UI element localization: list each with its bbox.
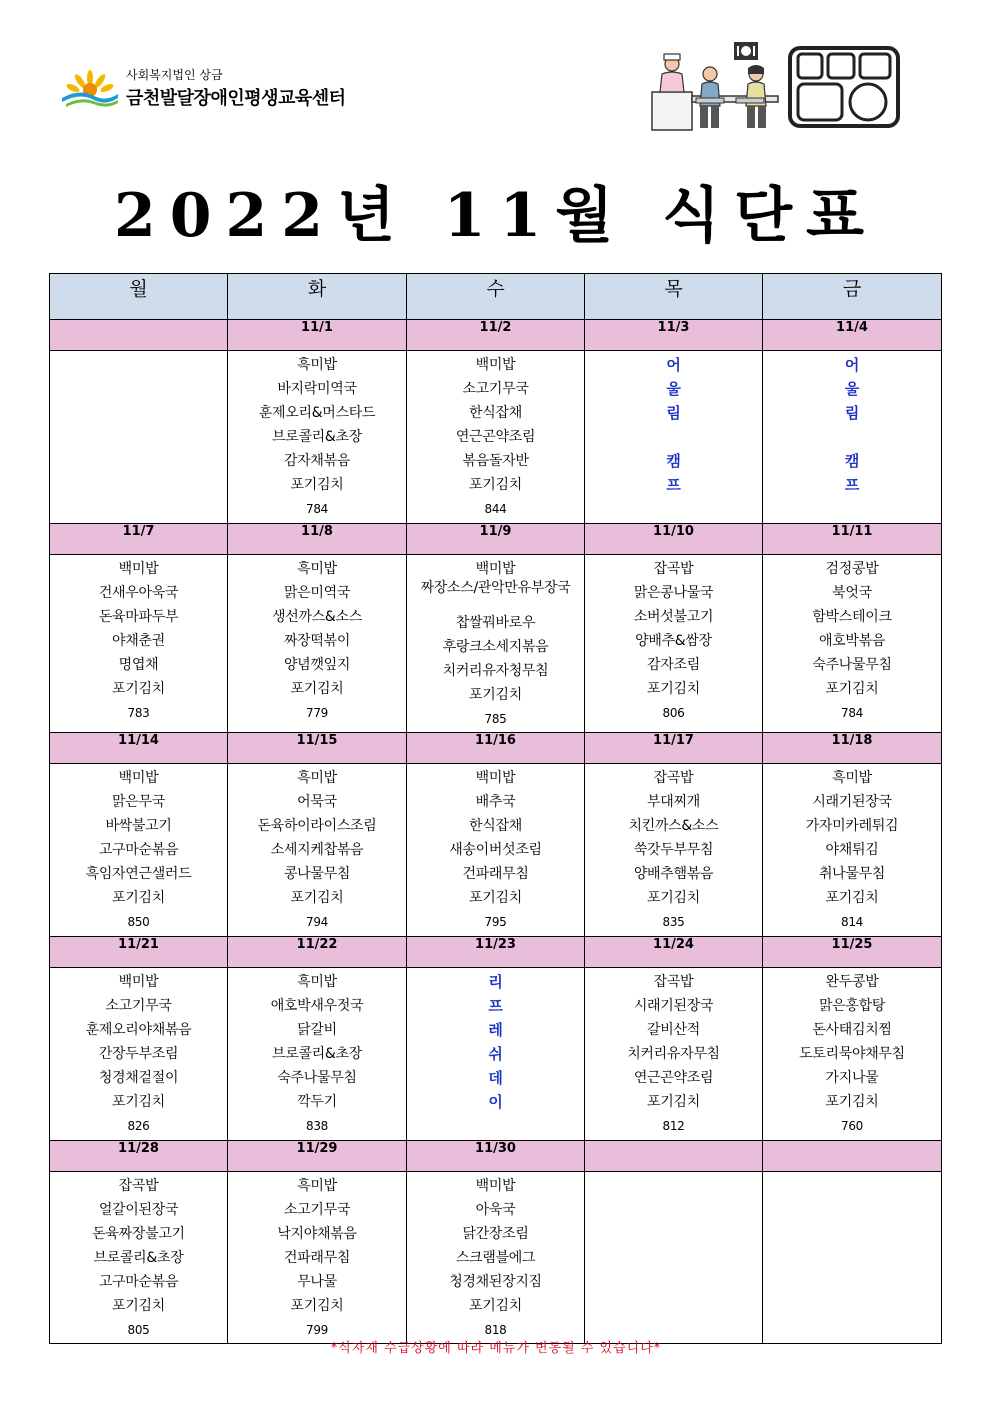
date-cell: 11/21 bbox=[50, 937, 228, 968]
menu-item: 흑임자연근샐러드 bbox=[85, 866, 192, 882]
date-cell: 11/17 bbox=[585, 733, 763, 764]
calorie-value: 784 bbox=[305, 502, 328, 516]
menu-item: 시래기된장국 bbox=[812, 794, 892, 810]
date-cell: 11/7 bbox=[50, 524, 228, 555]
menu-item: 아욱국 bbox=[475, 1202, 516, 1218]
special-event-text: 프 bbox=[666, 476, 681, 494]
calorie-value: 818 bbox=[484, 1323, 507, 1337]
organization-name: 금천발달장애인평생교육센터 bbox=[126, 88, 346, 109]
date-cell bbox=[763, 1141, 942, 1172]
menu-item: 명엽채 bbox=[118, 657, 159, 673]
menu-cell bbox=[585, 764, 763, 937]
menu-item: 브로콜리&초장 bbox=[93, 1250, 184, 1266]
menu-item: 잡곡밥 bbox=[653, 770, 694, 786]
menu-item: 고구마순볶음 bbox=[98, 842, 179, 858]
menu-item: 돈육마파두부 bbox=[98, 609, 179, 625]
menu-item: 훈제오리&머스타드 bbox=[258, 405, 376, 421]
menu-item: 흑미밥 bbox=[297, 1178, 337, 1194]
menu-item: 함박스테이크 bbox=[812, 609, 892, 625]
menu-item: 연근곤약조림 bbox=[633, 1070, 714, 1086]
menu-item: 브로콜리&초장 bbox=[272, 429, 362, 445]
day-header: 월 bbox=[50, 274, 228, 320]
menu-item: 돈육하이라이스조림 bbox=[257, 818, 377, 834]
day-header: 수 bbox=[407, 274, 585, 320]
special-event-text: 어 bbox=[844, 356, 860, 374]
menu-item: 검정콩밥 bbox=[825, 561, 879, 577]
menu-item: 고구마순볶음 bbox=[98, 1274, 179, 1290]
date-cell: 11/14 bbox=[50, 733, 228, 764]
calorie-value: 760 bbox=[840, 1119, 863, 1133]
date-cell bbox=[50, 320, 228, 351]
menu-item: 포기김치 bbox=[647, 1094, 700, 1110]
menu-item: 잡곡밥 bbox=[653, 974, 694, 990]
calorie-value: 838 bbox=[305, 1119, 328, 1133]
menu-item: 생선까스&소스 bbox=[272, 609, 362, 625]
calorie-value: 785 bbox=[484, 712, 507, 726]
calorie-value: 784 bbox=[840, 706, 863, 720]
date-row bbox=[50, 937, 942, 968]
date-row bbox=[50, 1141, 942, 1172]
date-cell: 11/2 bbox=[407, 320, 585, 351]
footer-note: *식자재 수급상황에 따라 메뉴가 변동될 수 있습니다* bbox=[330, 1341, 662, 1356]
calorie-value: 814 bbox=[840, 915, 863, 929]
special-event-text: 캠 bbox=[666, 452, 681, 470]
calorie-value: 779 bbox=[305, 706, 328, 720]
date-row bbox=[50, 320, 942, 351]
cafeteria-serving-illustration bbox=[650, 40, 780, 132]
menu-cell bbox=[50, 764, 228, 937]
menu-item: 바싹불고기 bbox=[105, 818, 172, 834]
menu-item: 흑미밥 bbox=[297, 974, 337, 990]
menu-item: 잡곡밥 bbox=[653, 561, 694, 577]
date-cell bbox=[585, 1141, 763, 1172]
menu-item: 백미밥 bbox=[475, 1178, 516, 1194]
calorie-value: 806 bbox=[662, 706, 685, 720]
date-cell: 11/23 bbox=[407, 937, 585, 968]
menu-item: 연근곤약조림 bbox=[455, 429, 536, 445]
menu-item: 건새우아욱국 bbox=[98, 585, 179, 601]
menu-item: 포기김치 bbox=[290, 890, 344, 906]
menu-item: 포기김치 bbox=[469, 890, 522, 906]
menu-item: 얼갈이된장국 bbox=[98, 1202, 179, 1218]
special-event-text: 이 bbox=[488, 1093, 503, 1111]
date-cell: 11/1 bbox=[228, 320, 407, 351]
menu-item: 깍두기 bbox=[297, 1094, 337, 1110]
menu-cell bbox=[585, 968, 763, 1141]
menu-item: 포기김치 bbox=[469, 687, 522, 703]
menu-item: 양념깻잎지 bbox=[283, 657, 351, 673]
menu-item: 소고기무국 bbox=[462, 381, 529, 397]
date-cell: 11/30 bbox=[407, 1141, 585, 1172]
menu-item: 돈사태김치찜 bbox=[812, 1022, 892, 1038]
calorie-value: 794 bbox=[305, 915, 328, 929]
menu-row bbox=[50, 351, 942, 524]
menu-cell bbox=[407, 968, 585, 1141]
date-cell: 11/22 bbox=[228, 937, 407, 968]
menu-item: 잡곡밥 bbox=[118, 1178, 159, 1194]
menu-cell bbox=[50, 555, 228, 733]
special-event-text: 레 bbox=[488, 1021, 503, 1039]
menu-item: 맑은콩나물국 bbox=[633, 585, 714, 601]
menu-cell bbox=[407, 764, 585, 937]
menu-row bbox=[50, 968, 942, 1141]
menu-cell bbox=[407, 555, 585, 733]
menu-item: 건파래무침 bbox=[462, 866, 529, 882]
menu-item: 숙주나물무침 bbox=[277, 1070, 357, 1086]
sun-logo-icon bbox=[60, 68, 120, 108]
menu-item: 갈비산적 bbox=[647, 1022, 700, 1038]
meal-menu-table bbox=[49, 273, 942, 1344]
meal-tray-icon bbox=[788, 46, 900, 128]
menu-item: 백미밥 bbox=[475, 357, 516, 373]
menu-item: 맑은미역국 bbox=[283, 585, 351, 601]
menu-item: 맑은홍합탕 bbox=[818, 998, 886, 1014]
menu-item: 백미밥 bbox=[118, 561, 159, 577]
menu-cell bbox=[585, 351, 763, 524]
organization-subtitle: 사회복지법인 상금 bbox=[126, 68, 223, 82]
menu-item: 돈육짜장불고기 bbox=[92, 1226, 185, 1242]
date-cell: 11/11 bbox=[763, 524, 942, 555]
calorie-value: 805 bbox=[127, 1323, 150, 1337]
special-event-text: 울 bbox=[844, 380, 860, 398]
menu-item: 소세지케찹볶음 bbox=[270, 842, 364, 858]
date-cell: 11/8 bbox=[228, 524, 407, 555]
menu-item: 애호박볶음 bbox=[818, 633, 886, 649]
menu-cell bbox=[763, 555, 942, 733]
day-header: 화 bbox=[228, 274, 407, 320]
special-event-text: 프 bbox=[488, 997, 503, 1015]
menu-item: 백미밥 bbox=[118, 974, 159, 990]
menu-item: 포기김치 bbox=[112, 1094, 165, 1110]
day-header: 금 bbox=[763, 274, 942, 320]
menu-item: 포기김치 bbox=[825, 1094, 879, 1110]
date-row bbox=[50, 524, 942, 555]
menu-row bbox=[50, 764, 942, 937]
menu-cell bbox=[228, 968, 407, 1141]
calorie-value: 783 bbox=[127, 706, 150, 720]
menu-item: 포기김치 bbox=[825, 890, 879, 906]
menu-item: 애호박새우젓국 bbox=[270, 998, 364, 1014]
menu-item: 숙주나물무침 bbox=[812, 657, 892, 673]
menu-item: 무나물 bbox=[297, 1274, 337, 1290]
menu-item: 청경채된장지짐 bbox=[449, 1274, 542, 1290]
date-cell: 11/28 bbox=[50, 1141, 228, 1172]
date-cell: 11/16 bbox=[407, 733, 585, 764]
menu-item: 백미밥 bbox=[118, 770, 159, 786]
menu-item: 맑은무국 bbox=[112, 794, 165, 810]
menu-item: 바지락미역국 bbox=[277, 381, 357, 397]
special-event-text: 림 bbox=[844, 404, 860, 422]
special-event-text: 쉬 bbox=[488, 1045, 503, 1063]
menu-item: 가자미카레튀김 bbox=[805, 818, 899, 834]
date-row bbox=[50, 733, 942, 764]
special-event-text: 프 bbox=[844, 476, 860, 494]
menu-item: 포기김치 bbox=[112, 1298, 165, 1314]
menu-item: 부대찌개 bbox=[647, 794, 700, 810]
menu-item: 포기김치 bbox=[290, 1298, 344, 1314]
menu-item: 치킨까스&소스 bbox=[628, 818, 719, 834]
menu-item: 양배추햄볶음 bbox=[633, 866, 714, 882]
menu-item: 포기김치 bbox=[647, 890, 700, 906]
date-cell: 11/15 bbox=[228, 733, 407, 764]
date-cell: 11/9 bbox=[407, 524, 585, 555]
menu-cell bbox=[228, 1172, 407, 1344]
menu-item: 북엇국 bbox=[832, 585, 872, 601]
special-event-text bbox=[585, 426, 762, 450]
menu-item: 감자조림 bbox=[647, 657, 700, 673]
date-cell: 11/10 bbox=[585, 524, 763, 555]
menu-row bbox=[50, 555, 942, 733]
menu-cell bbox=[50, 1172, 228, 1344]
menu-item: 짜장떡볶이 bbox=[283, 633, 351, 649]
menu-item: 흑미밥 bbox=[297, 561, 337, 577]
menu-item: 스크램블에그 bbox=[455, 1250, 536, 1266]
menu-item: 완두콩밥 bbox=[825, 974, 879, 990]
menu-item: 감자채볶음 bbox=[283, 453, 351, 469]
special-event-text: 림 bbox=[666, 404, 681, 422]
menu-item: 소버섯불고기 bbox=[633, 609, 714, 625]
special-event-text: 리 bbox=[488, 973, 503, 991]
menu-item: 백미밥 bbox=[475, 770, 516, 786]
menu-item: 흑미밥 bbox=[297, 770, 337, 786]
special-event-text: 데 bbox=[488, 1069, 503, 1087]
date-cell: 11/3 bbox=[585, 320, 763, 351]
menu-item: 한식잡채 bbox=[469, 818, 522, 834]
menu-item: 찹쌀꿔바로우 bbox=[455, 615, 536, 631]
menu-item: 포기김치 bbox=[825, 681, 879, 697]
menu-item: 포기김치 bbox=[112, 681, 165, 697]
special-event-text bbox=[763, 426, 941, 450]
date-cell: 11/4 bbox=[763, 320, 942, 351]
menu-item: 낙지야채볶음 bbox=[277, 1226, 357, 1242]
day-header: 목 bbox=[585, 274, 763, 320]
menu-item: 치커리유자청무침 bbox=[442, 663, 549, 679]
menu-item: 소고기무국 bbox=[283, 1202, 351, 1218]
menu-cell bbox=[763, 1172, 942, 1344]
menu-item: 백미밥 bbox=[475, 561, 516, 577]
menu-item: 간장두부조림 bbox=[98, 1046, 179, 1062]
menu-item: 취나물무침 bbox=[818, 866, 886, 882]
menu-item: 건파래무침 bbox=[283, 1250, 351, 1266]
menu-item: 포기김치 bbox=[112, 890, 165, 906]
menu-item: 양배추&쌈장 bbox=[635, 633, 712, 649]
menu-item: 훈제오리야채볶음 bbox=[85, 1022, 192, 1038]
date-cell: 11/25 bbox=[763, 937, 942, 968]
menu-cell bbox=[228, 351, 407, 524]
menu-item: 포기김치 bbox=[290, 477, 344, 493]
menu-item: 닭갈비 bbox=[297, 1022, 337, 1038]
menu-item: 짜장소스/관악만유부장국 bbox=[420, 580, 571, 596]
date-cell: 11/29 bbox=[228, 1141, 407, 1172]
calorie-value: 835 bbox=[662, 915, 685, 929]
menu-item: 포기김치 bbox=[290, 681, 344, 697]
menu-item: 포기김치 bbox=[647, 681, 700, 697]
menu-item: 새송이버섯조림 bbox=[449, 842, 542, 858]
menu-item: 후랑크소세지볶음 bbox=[442, 639, 549, 655]
menu-item: 흑미밥 bbox=[832, 770, 872, 786]
menu-cell bbox=[585, 555, 763, 733]
date-cell: 11/24 bbox=[585, 937, 763, 968]
menu-cell bbox=[228, 555, 407, 733]
menu-cell bbox=[763, 764, 942, 937]
menu-item: 어묵국 bbox=[297, 794, 337, 810]
menu-cell bbox=[763, 351, 942, 524]
menu-item: 치커리유자무침 bbox=[627, 1046, 720, 1062]
special-event-text: 어 bbox=[666, 356, 681, 374]
page-title: 2022년 11월 식단표 bbox=[113, 181, 879, 251]
menu-item: 볶음돌자반 bbox=[462, 453, 529, 469]
menu-cell bbox=[407, 351, 585, 524]
menu-cell bbox=[585, 1172, 763, 1344]
menu-item: 시래기된장국 bbox=[633, 998, 714, 1014]
calorie-value: 812 bbox=[662, 1119, 685, 1133]
menu-item: 도토리묵야채무침 bbox=[799, 1046, 905, 1062]
menu-item: 소고기무국 bbox=[105, 998, 172, 1014]
menu-item: 흑미밥 bbox=[297, 357, 337, 373]
menu-item: 쑥갓두부무침 bbox=[633, 842, 714, 858]
menu-item: 한식잡채 bbox=[469, 405, 522, 421]
menu-cell bbox=[50, 968, 228, 1141]
menu-item: 포기김치 bbox=[469, 1298, 522, 1314]
menu-item: 청경채겉절이 bbox=[98, 1070, 179, 1086]
menu-row bbox=[50, 1172, 942, 1344]
menu-cell bbox=[228, 764, 407, 937]
menu-cell bbox=[763, 968, 942, 1141]
menu-item: 배추국 bbox=[475, 794, 516, 810]
date-cell: 11/18 bbox=[763, 733, 942, 764]
calorie-value: 844 bbox=[484, 502, 507, 516]
special-event-text: 울 bbox=[666, 380, 681, 398]
menu-cell bbox=[50, 351, 228, 524]
menu-item: 브로콜리&초장 bbox=[272, 1046, 362, 1062]
menu-cell bbox=[407, 1172, 585, 1344]
calorie-value: 799 bbox=[305, 1323, 328, 1337]
menu-item: 닭간장조림 bbox=[462, 1226, 529, 1242]
menu-item: 가지나물 bbox=[825, 1070, 879, 1086]
menu-item: 콩나물무침 bbox=[283, 866, 351, 882]
calorie-value: 795 bbox=[484, 915, 507, 929]
menu-item: 야채튀김 bbox=[825, 842, 879, 858]
menu-item: 포기김치 bbox=[469, 477, 522, 493]
calorie-value: 826 bbox=[127, 1119, 150, 1133]
menu-item: 야채춘권 bbox=[112, 633, 165, 649]
weekday-header-row bbox=[50, 274, 942, 320]
special-event-text: 캠 bbox=[844, 452, 860, 470]
calorie-value: 850 bbox=[127, 915, 150, 929]
